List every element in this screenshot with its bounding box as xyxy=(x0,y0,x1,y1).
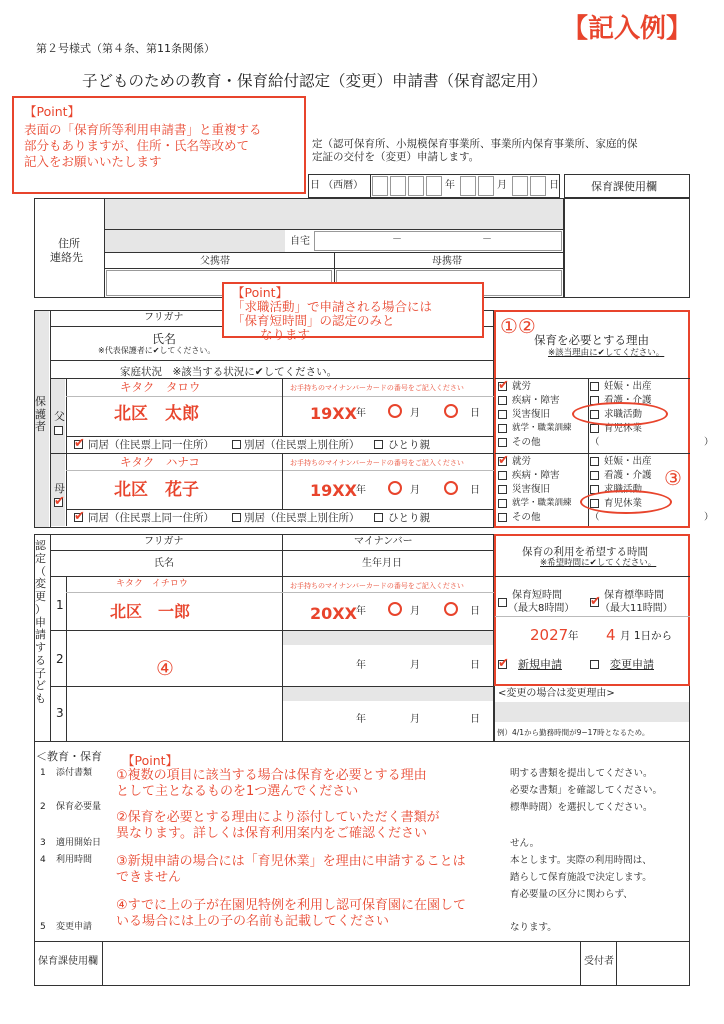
marker-3: ③ xyxy=(664,466,682,490)
father-reason-study: 就学・職業訓練 xyxy=(512,423,572,433)
nichi: 日 xyxy=(470,485,480,496)
mother-single-label: ひとり親 xyxy=(388,512,430,524)
note-label: 変更申請 xyxy=(56,922,93,932)
gatsu: 月 xyxy=(410,660,420,671)
gatsu: 月 xyxy=(410,485,420,496)
mynumber-note: お手持ちのマイナンバーカードの番号をご記入ください xyxy=(290,459,464,467)
child1-month-circle xyxy=(388,602,402,616)
mother-illness-checkbox[interactable] xyxy=(498,471,507,480)
nichi: 日 xyxy=(470,408,480,419)
standard-hours-max: （最大11時間） xyxy=(600,603,673,614)
reason-marker: ①② xyxy=(500,314,536,338)
family-status-label: 家庭状況 ※該当する状況に✔してください。 xyxy=(120,366,338,378)
father-other-paren: （ ） xyxy=(590,437,714,448)
short-hours-max: （最大8時間） xyxy=(508,603,575,614)
mother-name: 北区 花子 xyxy=(114,480,199,500)
guardian-label: 保 護 者 xyxy=(35,395,46,434)
nen: 年 xyxy=(356,606,366,617)
short-hours-label: 保育短時間 xyxy=(512,590,562,601)
gatsu: 月 xyxy=(410,606,420,617)
footer-office-use: 保育課使用欄 xyxy=(38,956,98,967)
father-label: 父 xyxy=(54,410,65,423)
example-label: 【記入例】 xyxy=(562,14,693,44)
hours-note: ※希望時間に✔してください。 xyxy=(540,558,657,568)
gatsu: 月 xyxy=(410,408,420,419)
mother-reason-care: 看護・介護 xyxy=(604,470,652,481)
change-application-label: 変更申請 xyxy=(610,658,654,671)
point-3-item2a: ②保育を必要とする理由により添付していただく書類が xyxy=(116,810,440,825)
mother-reason-leave: 育児休業 xyxy=(604,498,643,509)
father-reason-pregnancy: 妊娠・出産 xyxy=(604,381,652,392)
father-pregnancy-checkbox[interactable] xyxy=(590,382,599,391)
year-digit-1[interactable] xyxy=(372,176,388,196)
mynumber-note: お手持ちのマイナンバーカードの番号をご記入ください xyxy=(290,582,464,590)
address-field[interactable] xyxy=(105,199,563,229)
mother-separate-label: 別居（住民票上別住所） xyxy=(244,512,360,524)
office-use-label: 保育課使用欄 xyxy=(591,180,657,193)
point-2-line2: 「保育短時間」の認定のみと xyxy=(232,313,395,328)
point-2-line1: 「求職活動」で申請される場合には xyxy=(232,299,433,314)
nen: 年 xyxy=(356,660,366,671)
jobhunt-highlight xyxy=(572,402,668,426)
father-day-circle xyxy=(444,404,458,418)
mother-reason-study: 就学・職業訓練 xyxy=(512,498,572,508)
note-tail: 明する書類を提出してください。 xyxy=(510,768,653,779)
address-label: 住所 xyxy=(58,237,80,250)
month-digit-1[interactable] xyxy=(460,176,476,196)
point-3-item4a: ④すでに上の子が在園児特例を利用し認可保育園に在園して xyxy=(116,898,467,913)
point-2-line3: なります xyxy=(260,327,311,342)
note-label: 添付書類 xyxy=(56,768,93,778)
mother-study-checkbox[interactable] xyxy=(498,499,507,508)
father-reason-work: 就労 xyxy=(512,381,532,392)
intro-line1: 定（認可保育所、小規模保育事業所、事業所内保育事業所、家庭的保 xyxy=(312,138,638,150)
nen: 年 xyxy=(356,408,366,419)
note-no: 1 xyxy=(40,768,46,778)
father-reason-jobhunt: 求職活動 xyxy=(604,409,643,420)
note-no: 3 xyxy=(40,838,46,848)
mother-pregnancy-checkbox[interactable] xyxy=(590,457,599,466)
father-reason-care: 看護・介護 xyxy=(604,395,652,406)
father-reason-disaster: 災害復旧 xyxy=(512,409,551,420)
hours-title: 保育の利用を希望する時間 xyxy=(522,546,648,558)
address-field-2[interactable] xyxy=(105,230,285,252)
child-furigana-header: フリガナ xyxy=(144,536,184,547)
nen: 年 xyxy=(356,485,366,496)
day-label: 日 xyxy=(549,180,559,191)
child1-furigana: キタク イチロウ xyxy=(116,579,188,589)
father-month-circle xyxy=(388,404,402,418)
start-date-rest: 月 1日から xyxy=(620,630,673,642)
child1-day-circle xyxy=(444,602,458,616)
child-birth-header: 生年月日 xyxy=(362,558,402,569)
child1-name: 北区 一郎 xyxy=(110,602,191,621)
page-title: 子どものための教育・保育給付認定（変更）申請書（保育認定用） xyxy=(82,72,548,90)
guardian-block xyxy=(34,310,494,528)
year-digit-4[interactable] xyxy=(426,176,442,196)
mother-cohabit-label: 同居（住民票上同一住所） xyxy=(88,512,214,524)
note-label: 利用時間 xyxy=(56,855,93,865)
father-study-checkbox[interactable] xyxy=(498,424,507,433)
home-tel-field[interactable] xyxy=(314,231,562,251)
point-3-item1b: として主となるものを1つ選んでください xyxy=(116,784,359,799)
start-year: 2027 xyxy=(530,626,569,644)
year-digit-3[interactable] xyxy=(408,176,424,196)
children-label: 認 定 （ 変 更 ） 申 請 す る 子 ど も xyxy=(35,539,46,705)
day-digit-1[interactable] xyxy=(512,176,528,196)
footer-receiver: 受付者 xyxy=(584,956,614,967)
mother-reason-pregnancy: 妊娠・出産 xyxy=(604,456,652,467)
note-no: 4 xyxy=(40,855,46,865)
home-tel-label: 自宅 xyxy=(290,236,310,247)
change-reason-example: 例）4/1から勤務時間が9−17時となるため。 xyxy=(497,728,650,737)
name-note: ※代表保護者に✔してください。 xyxy=(98,346,216,355)
month-digit-2[interactable] xyxy=(478,176,494,196)
nichi: 日 xyxy=(470,606,480,617)
mother-single-checkbox[interactable] xyxy=(374,513,383,522)
contact-label: 連絡先 xyxy=(50,251,83,264)
note-no: 2 xyxy=(40,802,46,812)
point-3-head: 【Point】 xyxy=(122,753,179,768)
point-1-line1: 表面の「保育所等利用申請書」と重複する xyxy=(24,122,262,137)
father-reason-leave: 育児休業 xyxy=(604,423,643,434)
father-single-label: ひとり親 xyxy=(388,439,430,451)
mother-reason-work: 就労 xyxy=(512,456,532,467)
father-illness-checkbox[interactable] xyxy=(498,396,507,405)
child-mynumber-header: マイナンバー xyxy=(354,536,413,547)
point-3-item2b: 異なります。詳しくは保育利用案内をご確認ください xyxy=(116,826,427,841)
start-month: 4 xyxy=(606,626,616,644)
leave-highlight xyxy=(580,490,672,514)
father-furigana: キタク タロウ xyxy=(120,380,201,394)
dash: － xyxy=(482,234,492,245)
form-number: 第２号様式（第４条、第11条関係） xyxy=(36,42,215,55)
change-reason-label: <変更の場合は変更理由> xyxy=(498,688,615,699)
nichi: 日 xyxy=(470,714,480,725)
mother-reason-other: その他 xyxy=(512,512,541,523)
point-3-item3b: できません xyxy=(116,870,182,885)
mother-other-paren: （ ） xyxy=(590,512,714,523)
day-digit-2[interactable] xyxy=(530,176,546,196)
mother-other-checkbox[interactable] xyxy=(498,513,507,522)
mynumber-note: お手持ちのマイナンバーカードの番号をご記入ください xyxy=(290,384,464,392)
mother-furigana: キタク ハナコ xyxy=(120,455,200,469)
change-application-checkbox[interactable] xyxy=(590,660,599,669)
marker-4: ④ xyxy=(156,656,174,680)
mother-reason-disaster: 災害復旧 xyxy=(512,484,551,495)
mother-reason-illness: 疾病・障害 xyxy=(512,470,560,481)
father-separate-label: 別居（住民票上別住所） xyxy=(244,439,360,451)
child-row-2: 2 xyxy=(56,652,64,666)
point-1-head: 【Point】 xyxy=(24,104,81,119)
mother-month-circle xyxy=(388,481,402,495)
short-hours-checkbox[interactable] xyxy=(498,598,507,607)
father-birth-year: 19XX xyxy=(310,404,357,423)
note-no: 5 xyxy=(40,922,46,932)
child-row-1: 1 xyxy=(56,598,64,612)
note-tail: 踏らして保育施設で決定します。 xyxy=(510,872,652,883)
father-name: 北区 太郎 xyxy=(114,404,199,424)
mother-disaster-checkbox[interactable] xyxy=(498,485,507,494)
child-row-3: 3 xyxy=(56,706,64,720)
month-label: 月 xyxy=(497,180,507,191)
note-tail: 本とします。実際の利用時間は、 xyxy=(510,855,652,866)
father-reason-other: その他 xyxy=(512,437,541,448)
note-tail: 標準時間）を選択してください。 xyxy=(510,802,653,813)
point-1-line3: 記入をお願いいたします xyxy=(24,154,162,169)
mother-label: 母 xyxy=(54,482,65,495)
note-tail: せん。 xyxy=(510,838,540,849)
mother-reason-jobhunt: 求職活動 xyxy=(604,484,643,495)
mother-mobile-label: 母携帯 xyxy=(432,256,462,267)
mother-day-circle xyxy=(444,481,458,495)
note-tail: 必要な書類」を確認してください。 xyxy=(510,785,663,796)
date-era-label: 日 （西暦） xyxy=(310,180,364,191)
point-2-head: 【Point】 xyxy=(232,285,289,300)
father-disaster-checkbox[interactable] xyxy=(498,410,507,419)
note-label: 保育必要量 xyxy=(56,802,102,812)
father-reason-illness: 疾病・障害 xyxy=(512,395,560,406)
point-1-line2: 部分もありますが、住所・氏名等改めて xyxy=(24,138,250,153)
start-year-label: 年 xyxy=(568,630,579,642)
point-3-item3a: ③新規申請の場合には「育児休業」を理由に申請することは xyxy=(116,854,466,869)
point-3-item4b: いる場合には上の子の名前も記載してください xyxy=(116,914,390,929)
office-use-box xyxy=(564,198,690,298)
father-single-checkbox[interactable] xyxy=(374,440,383,449)
mother-separate-checkbox[interactable] xyxy=(232,513,241,522)
father-cohabit-label: 同居（住民票上同一住所） xyxy=(88,439,214,451)
notes-head: ＜教育・保育 xyxy=(36,750,102,763)
standard-hours-label: 保育標準時間 xyxy=(604,590,664,601)
father-representative-checkbox[interactable] xyxy=(54,426,63,435)
nen: 年 xyxy=(356,714,366,725)
mother-birth-year: 19XX xyxy=(310,481,357,500)
father-separate-checkbox[interactable] xyxy=(232,440,241,449)
reason-note: ※該当理由に✔してください。 xyxy=(548,348,665,358)
furigana-header: フリガナ xyxy=(144,312,184,323)
mother-care-checkbox[interactable] xyxy=(590,471,599,480)
child-name-header: 氏名 xyxy=(154,558,174,569)
gatsu: 月 xyxy=(410,714,420,725)
note-tail: 育必要量の区分に関わらず、 xyxy=(510,889,633,900)
change-reason-field[interactable] xyxy=(495,702,689,722)
intro-line2: 定証の交付を（変更）申請します。 xyxy=(312,151,480,163)
point-3-item1a: ①複数の項目に該当する場合は保育を必要とする理由 xyxy=(116,768,427,783)
nichi: 日 xyxy=(470,660,480,671)
child1-birth-year: 20XX xyxy=(310,604,357,623)
note-tail: なります。 xyxy=(510,922,557,933)
year-label: 年 xyxy=(445,180,455,191)
dash: － xyxy=(392,234,402,245)
reason-title: 保育を必要とする理由 xyxy=(534,333,649,347)
name-header: 氏名 xyxy=(152,332,177,346)
new-application-label: 新規申請 xyxy=(518,658,562,671)
father-other-checkbox[interactable] xyxy=(498,438,507,447)
father-leave-checkbox[interactable] xyxy=(590,424,599,433)
father-mobile-label: 父携帯 xyxy=(200,256,230,267)
note-label: 適用開始日 xyxy=(56,838,102,848)
year-digit-2[interactable] xyxy=(390,176,406,196)
